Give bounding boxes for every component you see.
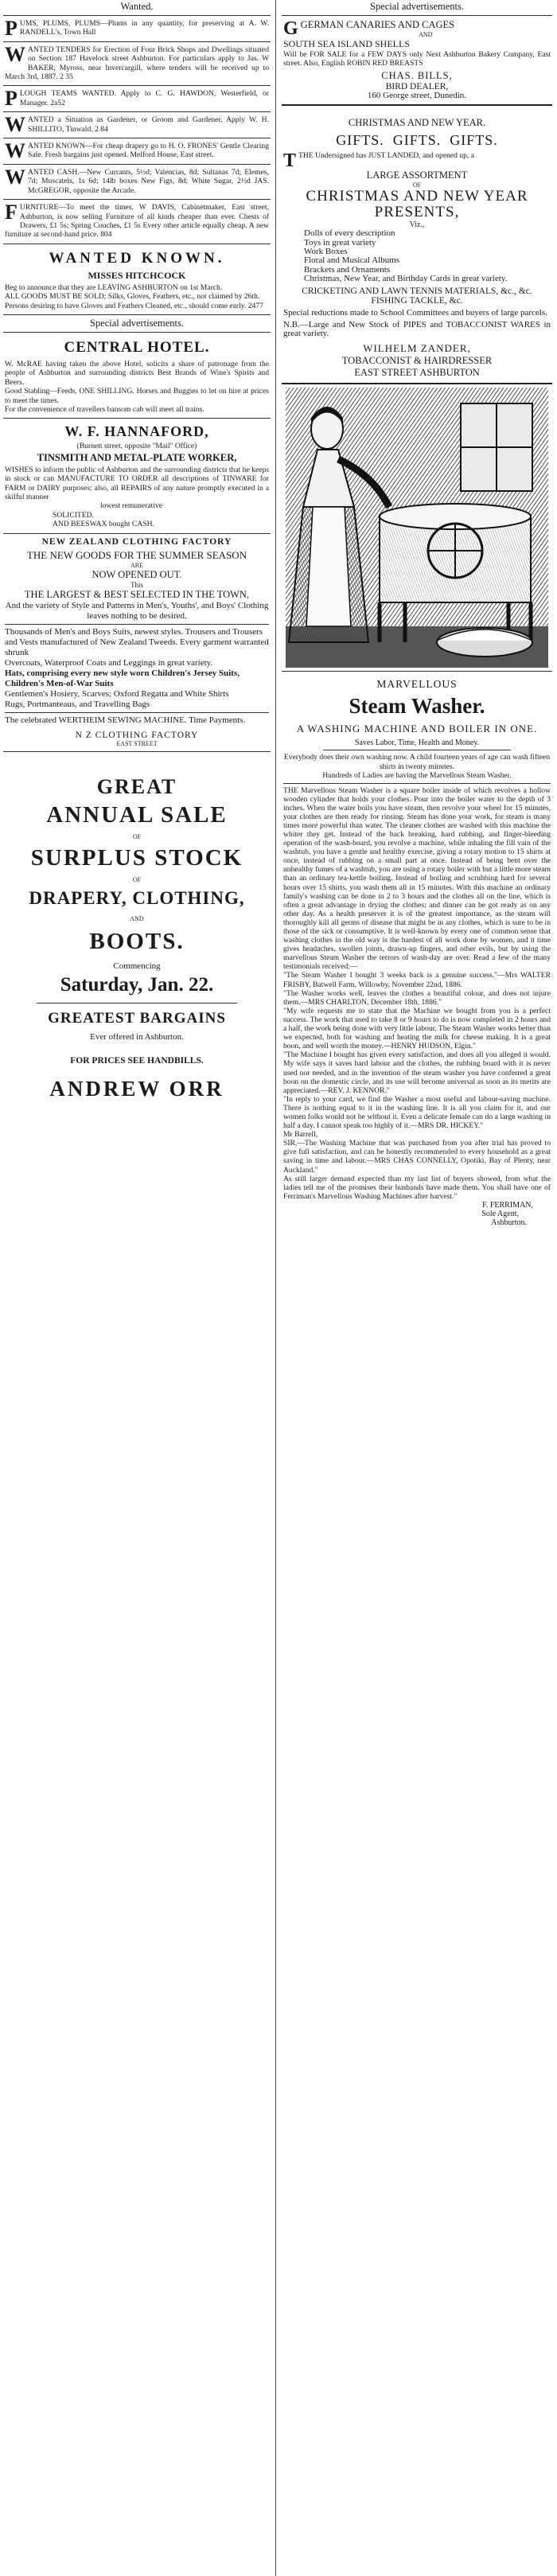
hannaford-body: WISHES to inform the public of Ashburton and the surrounding districts that he keeps in stock or can MANUFACTURE TO ORDER all descriptions of TINWARE for FARM or DAIRY purposes; also, all REPAIRS of any nature promptly executed in a skilful manner (5, 465, 269, 501)
washer-testimonial: "My wife requests me to state that the Machine we bought from you is a perfect success. The work that used to take 8 or 9 hours to do is now completed in 2 hours and a half, the work being done with very little labour. The Steam Washer works better than we expected, both for washing and heating the milk for cheese making. It is a great boon, and well worth the money.—HENRY HUDSON, Elgin." (283, 1006, 551, 1051)
laundry-basket (437, 628, 532, 657)
woodcut-svg (286, 388, 548, 668)
washer-mr: Mr Barrell, (283, 1130, 318, 1140)
canaries-title: GGERMAN CANARIES AND CAGES (283, 18, 455, 39)
christmas-item: Floral and Musical Albums (304, 255, 400, 266)
rule (3, 41, 271, 42)
clothing-item: Rugs, Portmanteaus, and Travelling Bags (5, 699, 150, 709)
washer-title: Steam Washer. (349, 693, 485, 718)
sale-surplus: SURPLUS STOCK (30, 844, 243, 871)
christmas-fishing: FISHING TACKLE, &c. (371, 295, 463, 306)
rule (282, 383, 552, 384)
rule (3, 15, 271, 16)
canaries-and: AND (419, 31, 433, 38)
washer-place: Ashburton. (491, 1218, 527, 1227)
sale-annual: ANNUAL SALE (46, 801, 228, 828)
rule (3, 164, 271, 165)
christmas-item: Christmas, New Year, and Birthday Cards in great variety. (304, 274, 508, 284)
clothing-sewing: The celebrated WERTHEIM SEWING MACHINE. Time Payments. (5, 715, 246, 725)
hannaford-body: lowest remunerative (100, 501, 163, 511)
washer-signature: F. FERRIMAN, (482, 1200, 533, 1210)
washer-marvellous: MARVELLOUS (376, 677, 458, 690)
clothing-item: Thousands of Men's and Boys Suits, newest styles. Trousers and Trousers and Vests manufactured of New Zealand Tweeds. Every garment warranted shrunk (5, 626, 269, 657)
wanted-header: Wanted. (120, 1, 154, 12)
washer-testimonial: "In reply to your card, we find the Washer a most useful and labour-saving machine. There is nothing equal to it in the washing line. It is all you claim for it, and our women folks would not be without it. Even a delicate female can do a large washing in half a day. I cannot speak too highly of it.—MRS DR. HICKEY." (283, 1094, 551, 1131)
special-ads-header: Special advertisements. (89, 317, 185, 329)
hannaford-title: W. F. HANNAFORD, (64, 423, 209, 440)
clothing-item: Hats, comprising every new style worn Children's Jersey Suits, Children's Men-of-War Suits (5, 668, 240, 688)
ad-text: ANTED TENDERS for Erection of Four Brick Shops and Dwellings situated on Section 187 Havelock street Ashburton. For particulars apply to Jas. W BAKER, Myross, near Invercargill, where tenders will be received up to March 3rd, 1887. 2 35 (5, 45, 269, 82)
clothing-item: Gentlemen's Hosiery, Scarves; Oxford Regatta and White Shirts (5, 688, 229, 699)
rule (282, 104, 552, 106)
ad-text: UMS, PLUMS, PLUMS—Plums in any quantity, for preserving at A. W. RANDELL's, Town Hall (19, 19, 269, 37)
christmas-special: Special reductions made to School Committees and buyers of large parcels. (283, 307, 547, 318)
christmas-item: Toys in great variety (304, 237, 376, 247)
washer-testimonial: "The Machine I bought has given every satisfaction, and does all you alleged it would. My wife says it saves hard labour and the clothes, the rubbing board with it is never used nor needed, and in the invention of the steam washer you have conferred a great boon on the domestic circle, and its use will become universal as soon as its merits are appreciated.—REV. J. KENNOR." (283, 1050, 551, 1095)
rule (3, 85, 271, 86)
christmas-big: CHRISTMAS AND NEW YEAR PRESENTS, (306, 188, 528, 221)
christmas-address: EAST STREET ASHBURTON (354, 366, 480, 378)
rule (3, 314, 271, 315)
column-divider (275, 0, 276, 2576)
rule (283, 783, 551, 784)
hannaford-address: (Burnett street, opposite "Mail" Office) (76, 442, 197, 451)
sale-drapery: DRAPERY, CLOTHING, (29, 887, 245, 908)
annual-sale-ad (3, 754, 271, 1103)
drop-cap: W (5, 139, 25, 163)
washer-intro: Hundreds of Ladies are having the Marvellous Steam Washer. (322, 771, 512, 781)
canaries-address: 160 George street, Dunedin. (367, 90, 467, 100)
sale-commencing: Commencing (113, 961, 161, 971)
drop-cap: W (5, 42, 25, 66)
washer-testimonial: As still larger demand expected than my last list of buyers showed, from what the ladies tell me of the promises their husbands have made them. You shall have one of Ferriman's Marvellous Washing Machines after harvest." (283, 1174, 551, 1201)
christmas-nb: N.B.—Large and New Stock of PIPES and TOBACCONIST WARES in great variety. (283, 320, 551, 339)
sale-owner: ANDREW ORR (49, 1076, 224, 1101)
drop-cap: W (5, 165, 25, 189)
central-hotel-ad (3, 335, 271, 415)
clothing-factory-ad (3, 536, 271, 749)
christmas-intro-text: THE Undersigned has JUST LANDED, and opened up, a (298, 151, 474, 161)
wanted-known-body: Beg to announce that they are LEAVING ASHBURTON on 1st March. (5, 283, 223, 292)
clothing-factory-variety: And the variety of Style and Patterns in Men's, Youths', and Boys' Clothing leaves nothing to be desired. (5, 600, 269, 621)
christmas-owner: WILHELM ZANDER, (363, 341, 471, 354)
clothing-factory-intro: THE NEW GOODS FOR THE SUMMER SEASON (26, 548, 247, 561)
classified-ad-plums (3, 18, 271, 39)
rule (3, 332, 271, 333)
washer-sole-agent: Sole Agent, (481, 1209, 519, 1218)
clothing-factory-footer: N Z CLOTHING FACTORY (75, 730, 199, 740)
christmas-ad (282, 108, 552, 380)
clothing-item: Overcoats, Waterproof Coats and Leggings in great variety. (5, 657, 213, 668)
ad-text: URNITURE—To meet the times, W DAVIS, Cabinetmaker, East street, Ashburton, is now selling Furniture of all kinds cheaper than ever. Chests of Drawers, £1 5s; Spring Couches, £1 5s Every other article equally cheap. A new furniture at second-hand price. 804 (5, 203, 269, 240)
drop-cap: W (5, 113, 25, 137)
christmas-head: CHRISTMAS AND NEW YEAR. (348, 117, 486, 129)
canaries-dealer: CHAS. BILLS, (381, 69, 453, 81)
washer-saves: Saves Labor, Time, Health and Money. (354, 738, 480, 747)
wanted-known-body: Persons desiring to have Gloves and Feathers Cleaned, etc., should come early. 2477 (5, 301, 263, 310)
canaries-title-text: GERMAN CANARIES AND CAGES (300, 19, 455, 30)
sale-date: Saturday, Jan. 22. (60, 973, 214, 996)
hannaford-trade: TINSMITH AND METAL-PLATE WORKER, (37, 451, 237, 463)
washer-woodcut-illustration (286, 388, 548, 668)
special-ads-header: Special advertisements. (369, 1, 465, 12)
washer-subtitle: A WASHING MACHINE AND BOILER IN ONE. (296, 722, 538, 735)
central-hotel-body: For the convenience of travellers bansom cab will meet all trains. (5, 404, 204, 414)
christmas-of: OF (412, 181, 422, 189)
steam-washer-ad (282, 674, 552, 1229)
clothing-factory-open: NOW OPENED OUT. (92, 568, 182, 580)
christmas-item: Work Boxes (304, 247, 348, 257)
left-column (3, 0, 271, 1103)
rule (5, 712, 269, 713)
washer-body: THE Marvellous Steam Washer is a square boiler inside of which revolves a hollow wooden cylinder that holds your clothes. Pour into the boiler water to the depth of 3 inches. When the water boils you have steam, then revolve your wheel for 15 minutes, your clothes are then ready for rinsing. Steam has done your work, for steam is many times more powerful than water. The cleaner clothes are washed with this machine the whiter they get. Instead of the back breaking, hard rubbing, and finger-bleeding operation of the wash-board, you revolve a machine, while inhaling the fill vain of the washtub, you have a gentle and healthy exercise, giving a rotary motion to 15 shirts at once, instead of rubbing on a small part at once. Instead of being bent over the unhealthy fumes of a washtub, you are using a rotary boiler with but a little more steam than an ordinary tea-kettle boiling. Instead of boiling and scrubbing hard for several hours over 15 shirts, you wash them all in 15 minutes. With this machine an ordinary family's washing can be done in 2 to 3 hours and the clothes all on the line, which is often a great advantage in drying the clothes; and dinner can be got ready as on any other day. As a health preserver it is of the greatest importance, as the steam will thoroughly kill all germs of disease that might be in any clothes, which is sure to be in those of the sick or consumptive. It is well-known by every one of common sense that washing clothes in the old way is the hardest of all work done by women, and it time gives headaches, swollen joints, drawn-up fingers, and other evils, but by using the marvellous Steam Washer the terrors of wash-day are over. Read a few of the many testimonials received:— (283, 785, 551, 972)
washer-testimonial: "The Washer works well, leaves the clothes a beautiful colour, and does not injure them.—MRS CHARLTON, December 18th, 1886." (283, 988, 551, 1007)
ad-text: ANTED CASH.—New Currants, 5½d; Valencias, 8d; Sultanas 7d; Elemes, 7d; Muscatels, 1s 6d; 14lb boxes New Figs, 8d; White Sugar, 2½d JAS. McGREGOR, opposite the Arcade. (28, 167, 269, 195)
central-hotel-body: Good Stabling—Feeds, ONE SHILLING. Horses and Buggies to let on hire at prices to meet the times. (5, 387, 269, 405)
wanted-known-body: ALL GOODS MUST BE SOLD; Silks, Gloves, Feathers, etc., not claimed by 26th. (5, 292, 260, 302)
wanted-known-ad (3, 247, 271, 312)
sale-boots: BOOTS. (89, 928, 185, 954)
gifts-heading: GIFTS. GIFTS. GIFTS. (336, 132, 498, 149)
rule (3, 533, 271, 534)
washer-intro: Everybody does their own washing now. A child fourteen years of age can wash fifteen shirts in twenty minutes. (283, 753, 551, 771)
classified-ad-tenders (3, 42, 271, 84)
classified-ad-furniture (3, 202, 271, 241)
clothing-factory-street: EAST STREET (116, 739, 158, 747)
classified-ad-plough-teams (3, 88, 271, 109)
drop-cap: P (5, 17, 18, 40)
rule (282, 671, 552, 672)
sale-prices: FOR PRICES SEE HANDBILLS. (70, 1055, 204, 1066)
rule (3, 418, 271, 419)
canaries-ad (282, 18, 552, 102)
christmas-item: Brackets and Ornaments (304, 264, 391, 275)
hannaford-body: SOLICITED. (53, 510, 94, 520)
canaries-trade: BIRD DEALER, (385, 81, 449, 92)
sale-ever: Ever offered in Ashburton. (90, 1031, 184, 1042)
washer-testimonial: "The Steam Washer I bought 3 weeks back is a genuine success."—Mrs WALTER FRISBY, Batwell Farm, Willowby, November 22nd, 1886. (283, 971, 551, 989)
rule (5, 624, 269, 625)
classified-ad-drapery (3, 141, 271, 162)
rule (37, 1003, 237, 1004)
clothing-factory-is: This (130, 580, 143, 589)
canaries-shells: SOUTH SEA ISLAND SHELLS (283, 38, 411, 49)
central-hotel-body: W. McRAE having taken the above Hotel, solicits a share of patronage from the people of Ashburton and surrounding districts Best Brands of Wine's Spirits and Beers. (5, 359, 269, 387)
rule (3, 111, 271, 112)
clothing-factory-largest: THE LARGEST & BEST SELECTED IN THE TOWN, (24, 588, 250, 600)
christmas-trade: TOBACCONIST & HAIRDRESSER (341, 354, 493, 366)
christmas-item: Dolls of every description (304, 228, 395, 239)
ad-text: ANTED KNOWN—For cheap drapery go to H. O. FRONES' Gentle Clearing Sale. Fresh bargains just opened. Melford House, East street. (28, 142, 269, 160)
rule (282, 15, 552, 16)
sale-and: AND (130, 914, 144, 922)
classified-ad-gardener (3, 115, 271, 135)
central-hotel-title: CENTRAL HOTEL. (64, 338, 210, 356)
sale-of: OF (132, 875, 142, 883)
hannaford-ad (3, 421, 271, 530)
rule (3, 199, 271, 200)
christmas-large: LARGE ASSORTMENT (366, 170, 468, 181)
ad-text: ANTED a Situation as Gardener, or Groom and Gardener. Apply W. H. SHILLITO, Tinwald. 2 84 (28, 115, 269, 134)
clothing-factory-title: NEW ZEALAND CLOTHING FACTORY (41, 536, 232, 547)
classified-ad-cash (3, 167, 271, 197)
sale-great: GREAT (96, 774, 177, 798)
christmas-cricket: CRICKETING AND LAWN TENNIS MATERIALS, &c., &c. (302, 286, 532, 296)
washer-testimonial: SIR,—The Washing Machine that was purchased from you after trial has proved to give full satisfaction, and can be honestly recommended to every household as a great saving in time and labour.—MRS CHAS CONNELLY, Opotiki, Bay of Plenty, near Auckland." (283, 1139, 551, 1175)
sale-of: OF (132, 832, 142, 840)
ad-text: LOUGH TEAMS WANTED. Apply to C. G. HAWDON, Westerfield, or Manager. 2a52 (19, 89, 269, 107)
canaries-body: Will be FOR SALE for a FEW DAYS only Next Ashburton Bakery Company, East street. Also, English ROBIN RED BREASTS (283, 50, 551, 68)
sale-bargains: GREATEST BARGAINS (48, 1009, 226, 1027)
wanted-known-title: WANTED KNOWN. (49, 249, 225, 267)
wanted-known-name: MISSES HITCHCOCK (88, 269, 186, 281)
right-column (282, 0, 552, 1229)
drop-cap: F (5, 201, 18, 224)
clothing-factory-are: ARE (130, 561, 143, 569)
christmas-intro: TTHE Undersigned has JUST LANDED, and opened up, a (283, 150, 474, 172)
drop-cap: P (5, 87, 18, 111)
rule (3, 751, 271, 752)
christmas-viz: Viz., (409, 220, 425, 230)
hannaford-body: AND BEESWAX bought CASH. (53, 520, 154, 529)
